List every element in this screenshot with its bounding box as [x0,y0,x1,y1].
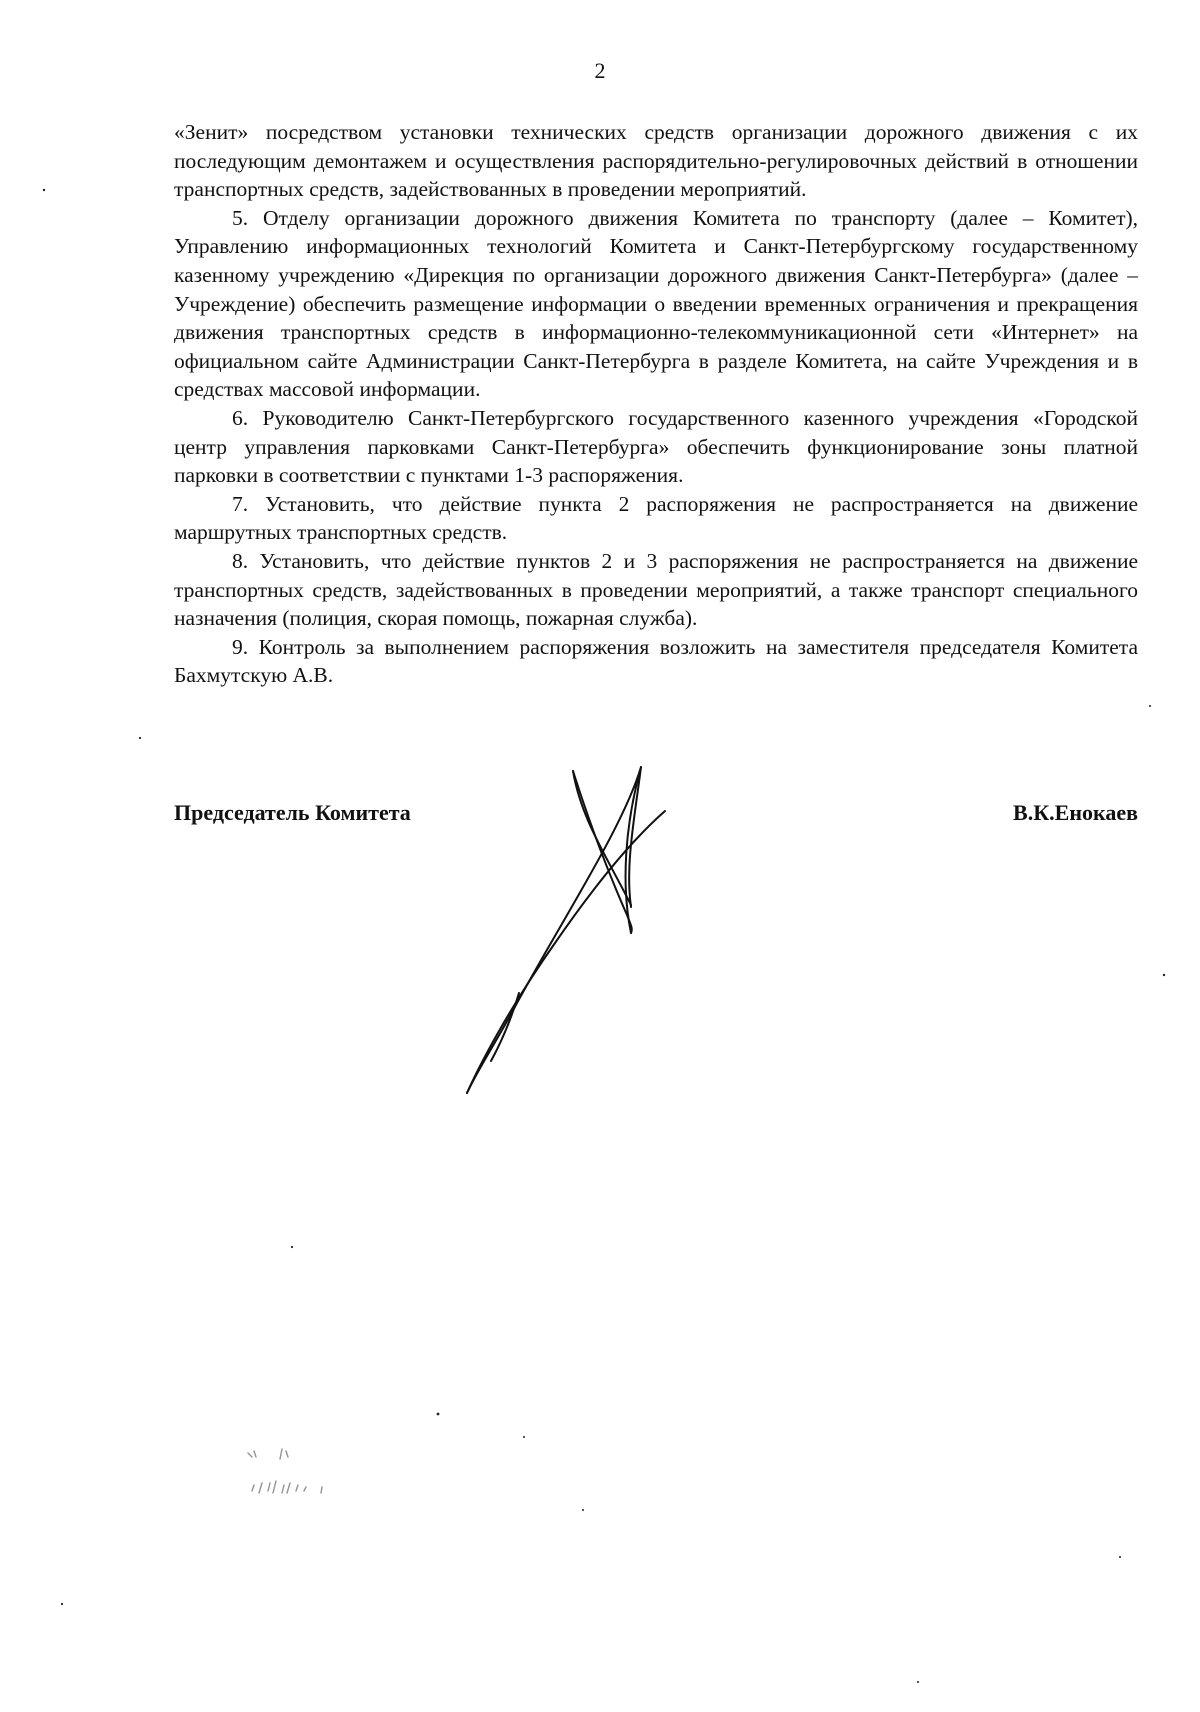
position-title: Председатель Комитета [174,800,411,825]
document-body [174,118,1138,690]
faint-scan-marks [246,1443,446,1513]
paragraph-5: 5. Отделу организации дорожного движения Комитета по транспорту (далее – Комитет), Управлению информационных технологий Комитета и Санкт-Петербургскому государственному казенному учреждению «Дирекция по организации дорожного движения Санкт-Петербурга» (далее – Учреждение) обеспечить размещение информации о введении временных ограничения и прекращения движения транспортных средств в информационно-телекоммуникационной сети «Интернет» на официальном сайте Администрации Санкт-Петербурга в разделе Комитета, на сайте Учреждения и в средствах массовой информации. [174,205,1138,402]
signatory-name: В.К.Енокаев [1013,800,1138,825]
paragraph-8: 8. Установить, что действие пунктов 2 и 3 распоряжения не распространяется на движение транспортных средств, задействованных в проведении мероприятий, а также транспорт специального назначения (полиция, скорая помощь, пожарная служба). [174,548,1138,631]
paragraph-continuation: «Зенит» посредством установки технических средств организации дорожного движения с их последующим демонтажем и осуществления распорядительно-регулировочных действий в отношении транспортных средств, задействованных в проведении мероприятий. [174,120,1138,202]
paragraph-9: 9. Контроль за выполнением распоряжения возложить на заместителя председателя Комитета Бахмутскую А.В. [174,634,1138,688]
page-number: 2 [594,58,606,83]
paragraph-7: 7. Установить, что действие пункта 2 распоряжения не распространяется на движение маршрутных транспортных средств. [174,491,1138,545]
paragraph-6: 6. Руководителю Санкт-Петербургского государственного казенного учреждения «Городской центр управления парковками Санкт-Петербурга» обеспечить функционирование зоны платной парковки в соответствии с пунктами 1-3 распоряжения. [174,405,1138,488]
handwritten-signature [455,755,725,1095]
